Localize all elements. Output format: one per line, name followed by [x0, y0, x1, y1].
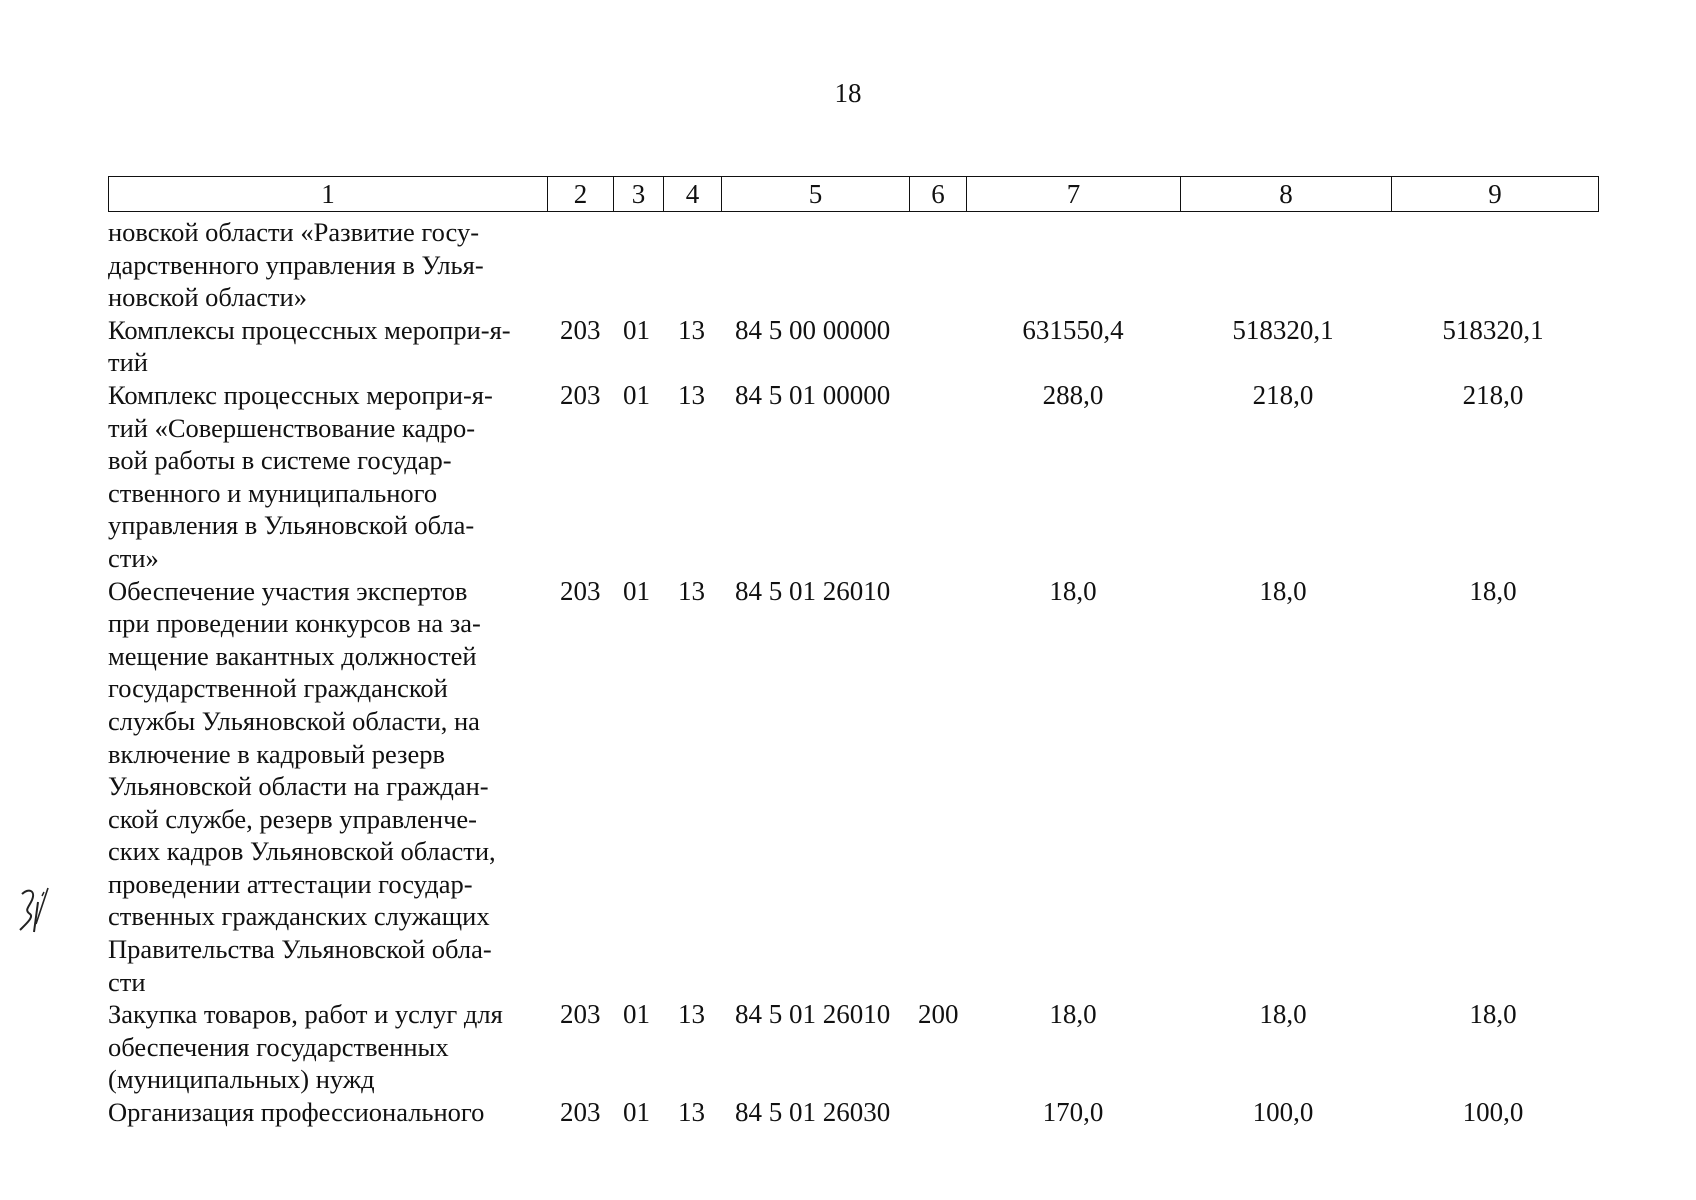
row-name-line: Комплекс процессных меропри-я-	[108, 379, 493, 410]
row-col-5: 84 5 01 26010	[735, 575, 891, 606]
row-name-line: вой работы в системе государ-	[108, 445, 452, 476]
row-col-8: 518320,1	[1232, 314, 1334, 345]
row-name-line: ской службе, резерв управленче-	[108, 803, 477, 834]
row-name-line: сти»	[108, 542, 159, 573]
row-name-line: государственной гражданской	[108, 673, 448, 704]
row-col-3: 01	[623, 379, 650, 410]
row-col-3: 01	[623, 314, 650, 345]
row-col-4: 13	[678, 379, 705, 410]
row-col-7: 170,0	[1042, 1097, 1104, 1128]
row-col-5: 84 5 01 26030	[735, 1097, 891, 1128]
row-col-4: 13	[678, 575, 705, 606]
header-col-2: 2	[548, 177, 614, 212]
row-col-9: 100,0	[1462, 1097, 1524, 1128]
row-col-8: 18,0	[1259, 999, 1307, 1030]
row-name	[108, 1096, 536, 1129]
table-body	[108, 216, 1598, 1129]
table-row	[108, 379, 1598, 575]
row-name-line: ственного и муниципального	[108, 477, 438, 508]
row-col-8: 18,0	[1259, 575, 1307, 606]
row-col-3: 01	[623, 1097, 650, 1128]
row-col-4: 13	[678, 314, 705, 345]
table-row	[108, 575, 1598, 999]
row-name-line: ских кадров Ульяновской области,	[108, 836, 496, 867]
row-name-line: обеспечения государственных	[108, 1031, 449, 1062]
row-name-line: ственных гражданских служащих	[108, 901, 490, 932]
row-name-line: Правительства Ульяновской обла-	[108, 934, 492, 965]
row-name-line: (муниципальных) нужд	[108, 1064, 375, 1095]
header-col-7: 7	[967, 177, 1181, 212]
row-name-line: тий «Совершенствование кадро-	[108, 412, 476, 443]
row-name-line: проведении аттестации государ-	[108, 868, 473, 899]
row-col-7: 631550,4	[1022, 314, 1124, 345]
row-col-2: 203	[560, 379, 601, 410]
row-col-3: 01	[623, 575, 650, 606]
row-name	[108, 998, 536, 1096]
header-col-1: 1	[109, 177, 548, 212]
row-name-line: тий	[108, 347, 148, 378]
header-col-8: 8	[1181, 177, 1392, 212]
row-col-8: 100,0	[1252, 1097, 1314, 1128]
header-col-4: 4	[664, 177, 722, 212]
row-col-2: 203	[560, 575, 601, 606]
header-col-3: 3	[614, 177, 664, 212]
row-col-7: 288,0	[1042, 379, 1104, 410]
page-number: 18	[834, 78, 862, 108]
row-name-line: Обеспечение участия экспертов	[108, 575, 468, 606]
table-row	[108, 216, 1598, 314]
row-name-line: включение в кадровый резерв	[108, 738, 446, 769]
row-name-line: новской области»	[108, 282, 307, 313]
row-name	[108, 379, 536, 575]
row-name-line: службы Ульяновской области, на	[108, 705, 480, 736]
row-col-2: 203	[560, 314, 601, 345]
column-header-table	[108, 176, 1599, 212]
row-col-9: 18,0	[1469, 575, 1517, 606]
row-col-7: 18,0	[1049, 575, 1097, 606]
row-col-4: 13	[678, 1097, 705, 1128]
row-col-2: 203	[560, 1097, 601, 1128]
row-name	[108, 314, 536, 379]
row-col-3: 01	[623, 999, 650, 1030]
row-col-5: 84 5 00 00000	[735, 314, 891, 345]
header-col-5: 5	[722, 177, 910, 212]
handwritten-mark	[14, 880, 64, 940]
table-row	[108, 314, 1598, 379]
row-col-2: 203	[560, 999, 601, 1030]
row-name-line: управления в Ульяновской обла-	[108, 510, 475, 541]
row-name-line: мещение вакантных должностей	[108, 640, 477, 671]
row-name-line: Ульяновской области на граждан-	[108, 771, 489, 802]
row-name	[108, 575, 536, 999]
row-col-9: 18,0	[1469, 999, 1517, 1030]
row-col-5: 84 5 01 26010	[735, 999, 891, 1030]
row-name-line: при проведении конкурсов на за-	[108, 608, 481, 639]
row-name-line: Закупка товаров, работ и услуг для	[108, 999, 503, 1030]
row-col-5: 84 5 01 00000	[735, 379, 891, 410]
row-name-line: сти	[108, 966, 146, 997]
row-col-8: 218,0	[1252, 379, 1314, 410]
header-col-6: 6	[910, 177, 967, 212]
row-name-line: Организация профессионального	[108, 1097, 485, 1128]
row-name-line: дарственного управления в Улья-	[108, 249, 484, 280]
row-col-7: 18,0	[1049, 999, 1097, 1030]
header-row	[109, 177, 1599, 212]
row-name-line: новской области «Развитие госу-	[108, 217, 480, 247]
row-col-9: 218,0	[1462, 379, 1524, 410]
header-col-9: 9	[1392, 177, 1599, 212]
row-name-line: Комплексы процессных меропри-я-	[108, 314, 511, 345]
row-name	[108, 216, 536, 314]
row-col-9: 518320,1	[1442, 314, 1544, 345]
table-row	[108, 998, 1598, 1096]
row-col-4: 13	[678, 999, 705, 1030]
table-row	[108, 1096, 1598, 1129]
row-col-6: 200	[918, 999, 959, 1030]
